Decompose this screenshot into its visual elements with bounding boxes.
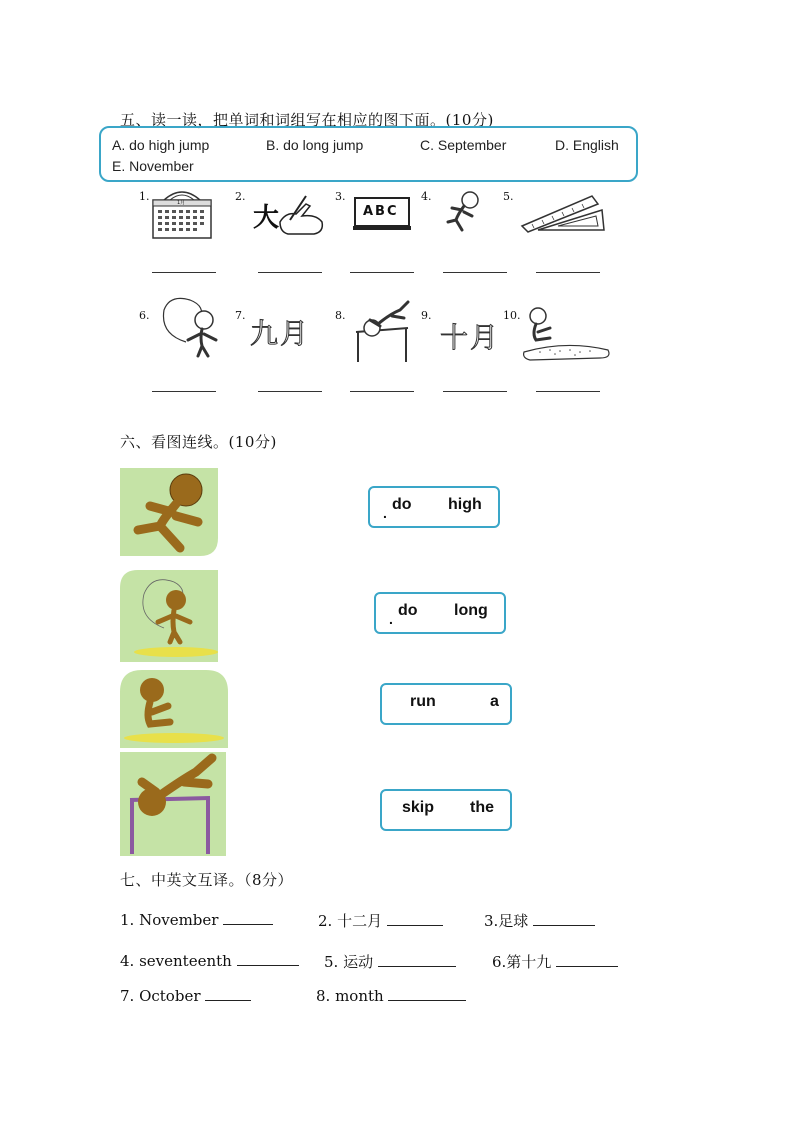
item-number-7: 7. — [235, 309, 246, 322]
long-jump-card-image[interactable] — [120, 670, 228, 748]
translate-blank-3[interactable] — [533, 911, 595, 926]
long-jump-figure-icon — [520, 304, 612, 362]
translate-blank-7[interactable] — [205, 986, 251, 1001]
translate-item-3-label: 3.足球 — [484, 912, 529, 930]
phrase-4-word-2: the — [470, 799, 494, 816]
item-number-4: 4. — [421, 190, 432, 203]
translate-blank-6[interactable] — [556, 952, 618, 967]
answer-line-3[interactable] — [350, 272, 414, 273]
translate-item-1 — [120, 910, 273, 929]
answer-line-4[interactable] — [443, 272, 507, 273]
translate-blank-8[interactable] — [388, 986, 466, 1001]
calendar-month-label: 1月 — [177, 200, 186, 206]
answer-line-7[interactable] — [258, 391, 322, 392]
section7-heading: 七、中英文互译。（8分） — [120, 871, 294, 889]
item-number-5: 5. — [503, 190, 514, 203]
translate-item-5-label: 5. 运动 — [324, 953, 374, 971]
answer-line-9[interactable] — [443, 391, 507, 392]
high-jump-figure-icon — [350, 298, 414, 364]
item-number-10: 10. — [503, 309, 521, 322]
translate-blank-1[interactable] — [223, 910, 273, 925]
translate-item-6 — [492, 951, 618, 972]
item-number-2: 2. — [235, 190, 246, 203]
translate-item-4 — [120, 951, 299, 970]
translate-item-2 — [318, 910, 443, 931]
translate-item-7 — [120, 986, 251, 1005]
phrase-2-word-1: do — [398, 602, 418, 619]
translate-blank-4[interactable] — [237, 951, 299, 966]
blackboard-text: ABC — [363, 204, 399, 219]
translate-item-6-label: 6.第十九 — [492, 953, 552, 971]
phrase-box-4[interactable] — [380, 789, 512, 831]
rulers-icon — [518, 190, 608, 234]
option-d: D. English — [555, 137, 619, 153]
answer-line-1[interactable] — [152, 272, 216, 273]
translate-item-7-label: 7. October — [120, 987, 201, 1005]
answer-line-2[interactable] — [258, 272, 322, 273]
option-a: A. do high jump — [112, 137, 210, 153]
translate-item-8 — [316, 986, 466, 1005]
pic7-characters: 九月 — [250, 317, 311, 350]
answer-line-10[interactable] — [536, 391, 600, 392]
phrase-box-2[interactable] — [374, 592, 506, 634]
translate-item-1-label: 1. November — [120, 911, 219, 929]
phrase-box-1[interactable] — [368, 486, 500, 528]
answer-line-8[interactable] — [350, 391, 414, 392]
translate-item-2-label: 2. 十二月 — [318, 912, 383, 930]
phrase-1-word-1: do — [392, 496, 412, 513]
running-figure-icon — [442, 190, 484, 234]
skip-rope-figure-icon — [160, 294, 222, 362]
phrase-4-word-1: skip — [402, 799, 435, 816]
phrase-2-word-2: long — [454, 602, 488, 619]
item-number-6: 6. — [139, 309, 150, 322]
item-number-8: 8. — [335, 309, 346, 322]
item-number-9: 9. — [421, 309, 432, 322]
running-card-image[interactable] — [120, 468, 218, 556]
phrase-1-dot: . — [383, 505, 387, 521]
phrase-box-3[interactable] — [380, 683, 512, 725]
phrase-1-word-2: high — [448, 496, 482, 513]
translate-item-5 — [324, 951, 456, 972]
high-jump-card-image[interactable] — [120, 752, 226, 856]
calendar-icon — [150, 186, 214, 240]
translate-item-4-label: 4. seventeenth — [120, 952, 232, 970]
option-c: C. September — [420, 137, 507, 153]
phrase-3-word-2: a — [490, 693, 499, 710]
item-number-1: 1. — [139, 190, 150, 203]
phrase-3-word-1: run — [410, 693, 436, 710]
translate-blank-5[interactable] — [378, 952, 456, 967]
translate-blank-2[interactable] — [387, 911, 443, 926]
phrase-2-dot: . — [389, 611, 393, 627]
translate-item-3 — [484, 910, 595, 931]
answer-line-6[interactable] — [152, 391, 216, 392]
section6-heading: 六、看图连线。(10分) — [120, 433, 277, 451]
answer-line-5[interactable] — [536, 272, 600, 273]
translate-item-8-label: 8. month — [316, 987, 384, 1005]
pic2-character: 大 — [253, 203, 280, 233]
option-e: E. November — [112, 158, 194, 174]
section5-heading: 五、读一读，把单词和词组写在相应的图下面。(10分) — [120, 111, 494, 129]
option-b: B. do long jump — [266, 137, 364, 153]
writing-hand-icon — [276, 192, 326, 236]
item-number-3: 3. — [335, 190, 346, 203]
skip-rope-card-image[interactable] — [120, 570, 218, 662]
pic9-characters: 十月 — [440, 321, 501, 354]
